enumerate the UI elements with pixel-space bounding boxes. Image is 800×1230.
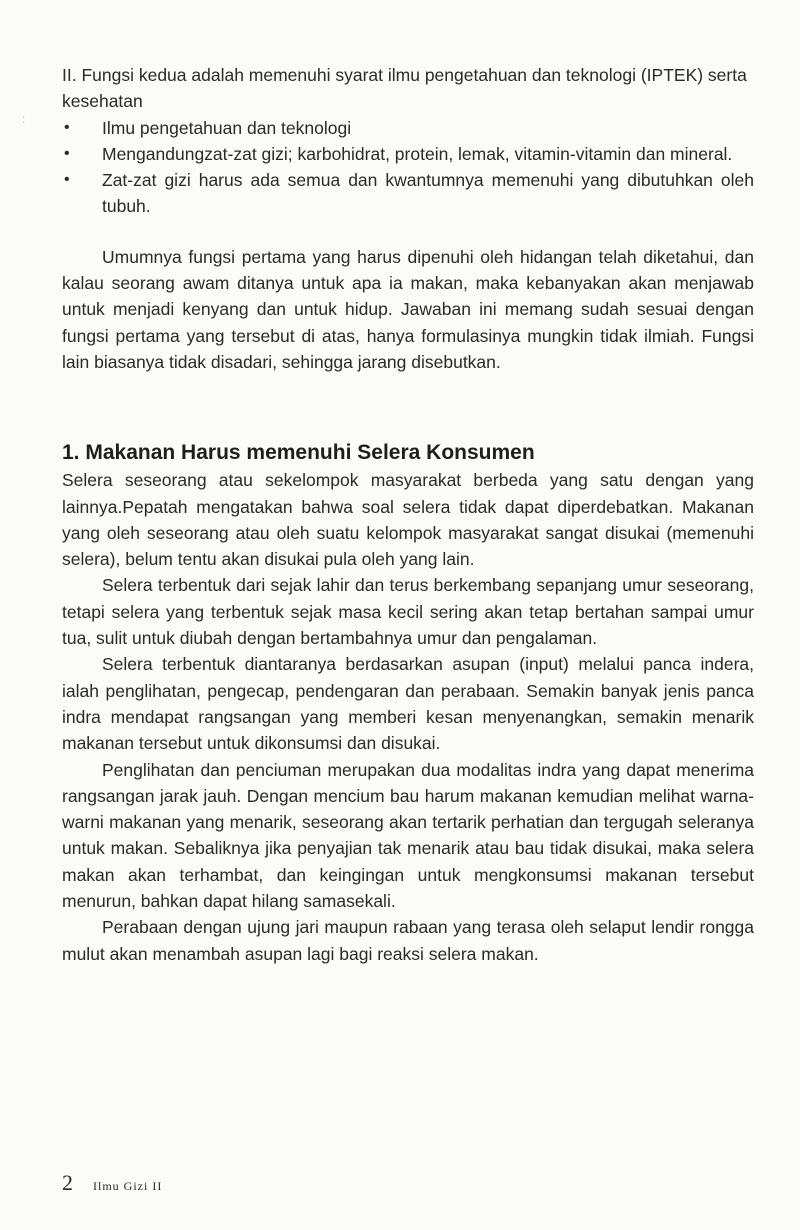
page-footer [62,1170,162,1196]
list-item-text: Ilmu pengetahuan dan teknologi [102,117,352,138]
body-paragraph: Selera terbentuk diantaranya berdasarkan asupan (input) melalui panca indera, ialah penglihatan, pengecap, pendengaran dan perabaan. Semakin banyak jenis panca indra mendapat rangsangan yang memberi kesan menyenangkan, semakin menarik makanan tersebut untuk dikonsumsi dan disukai. [62,654,754,754]
page-number: 2 [62,1170,73,1195]
section-heading: 1. Makanan Harus memenuhi Selera Konsumen [62,441,535,465]
list-item-text: Zat-zat gizi harus ada semua dan kwantumnya memenuhi yang dibutuhkan oleh tubuh. [102,170,754,217]
intro-text: II. Fungsi kedua adalah memenuhi syarat ilmu pengetahuan dan teknologi (IPTEK) serta kesehatan [62,65,747,112]
bullet-icon: • [64,171,70,189]
margin-speck: : [22,112,26,126]
body-paragraph: Selera seseorang atau sekelompok masyarakat berbeda yang satu dengan yang lainnya.Pepatah mengatakan bahwa soal selera tidak dapat diperdebatkan. Makanan yang oleh seseorang atau oleh suatu kelompok masyarakat sangat disukai (memenuhi selera), belum tentu akan disukai pula oleh yang lain. [62,470,754,570]
body-paragraph: Penglihatan dan penciuman merupakan dua modalitas indra yang dapat menerima rangsangan jarak jauh. Dengan mencium bau harum makanan kemudian melihat warna-warni makanan yang menarik, seseorang akan tertarik perhatian dan tergugah seleranya untuk makan. Sebaliknya jika penyajian tak menarik atau bau tidak disukai, maka selera makan akan terhambat, dan keingingan untuk mengkonsumsi makanan tersebut menurun, bahkan dapat hilang samasekali. [62,759,754,912]
body-paragraph: Umumnya fungsi pertama yang harus dipenuhi oleh hidangan telah diketahui, dan kalau seorang awam ditanya untuk apa ia makan, maka kebanyakan akan menjawab untuk menjadi kenyang dan untuk hidup. Jawaban ini memang sudah sesuai dengan fungsi pertama yang tersebut di atas, hanya formulasinya mungkin tidak ilmiah. Fungsi lain biasanya tidak disadari, sehingga jarang disebutkan. [62,246,754,372]
requirement-list [62,115,754,220]
list-item-text: Mengandungzat-zat gizi; karbohidrat, protein, lemak, vitamin-vitamin dan mineral. [102,143,733,164]
body-paragraph: Selera terbentuk dari sejak lahir dan terus berkembang sepanjang umur seseorang, tetapi selera yang terbentuk sejak masa kecil sering akan tetap bertahan sampai umur tua, sulit untuk diubah dengan bertambahnya umur dan pengalaman. [62,575,754,649]
list-item [62,141,754,167]
bullet-icon: • [64,118,70,136]
list-item [62,167,754,220]
list-item [62,115,754,141]
body-paragraph: Perabaan dengan ujung jari maupun rabaan yang terasa oleh selaput lendir rongga mulut akan menambah asupan lagi bagi reaksi selera makan. [62,917,754,964]
bullet-icon: • [64,144,70,162]
book-page [62,62,754,967]
running-title: Ilmu Gizi II [93,1179,163,1193]
